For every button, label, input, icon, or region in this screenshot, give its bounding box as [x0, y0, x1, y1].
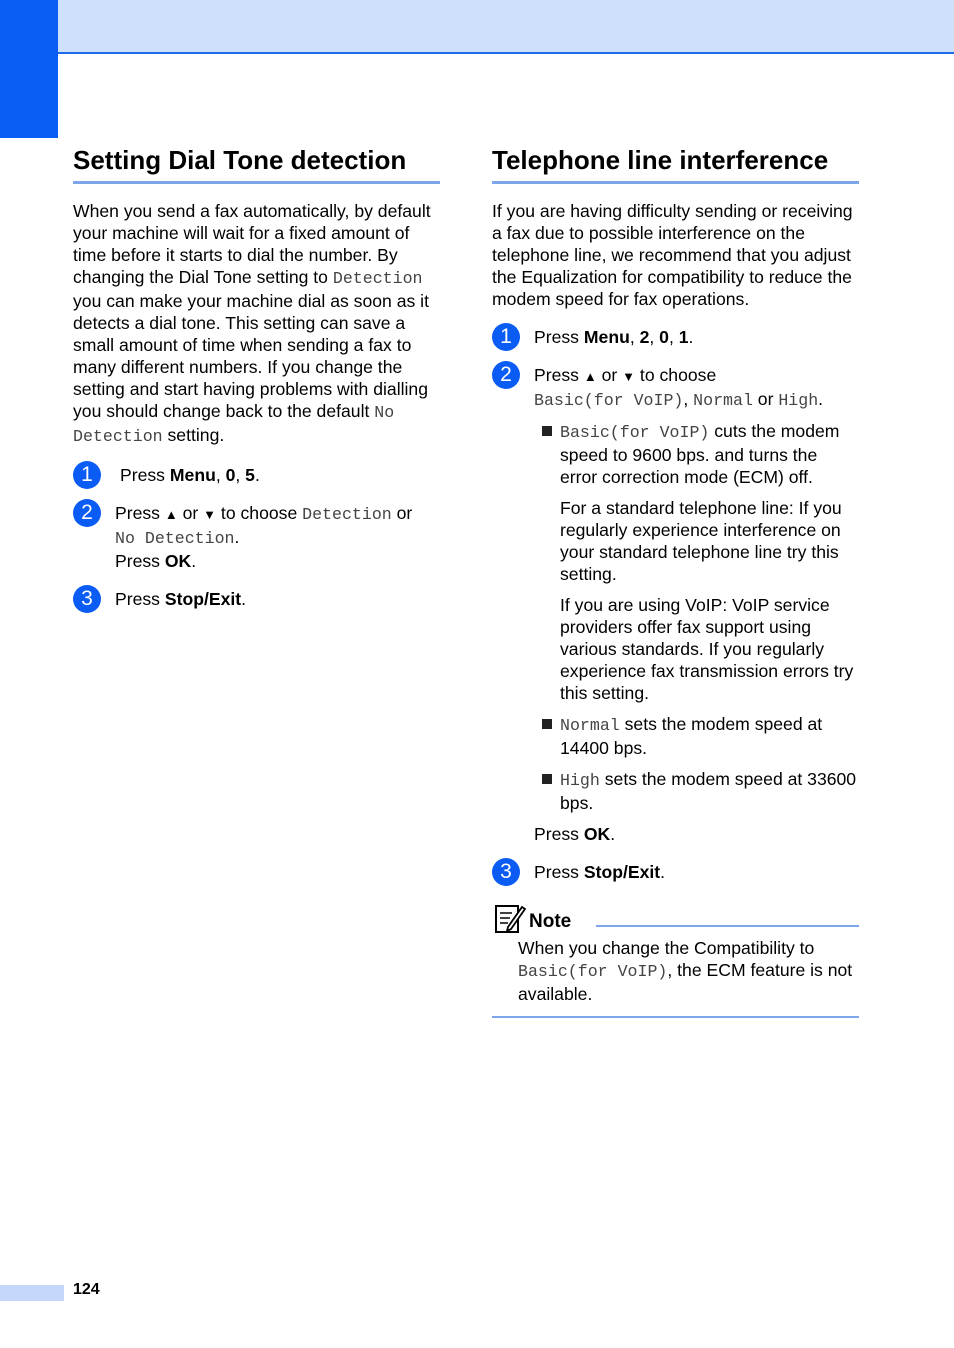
step-3 — [492, 861, 859, 883]
menu-option: No Detection — [115, 529, 235, 548]
menu-option: Detection — [332, 269, 423, 288]
menu-option: Normal — [693, 391, 753, 410]
option-text: sets the modem speed at 14400 bps. — [560, 714, 823, 758]
option-note: For a standard telephone line: If you regularly experience interference on your standard telephone line try this setting. — [560, 498, 842, 584]
dial-tone-intro — [73, 200, 440, 448]
up-arrow-icon: ▲ — [164, 507, 178, 522]
up-arrow-icon: ▲ — [583, 369, 597, 384]
separator: . — [818, 389, 824, 409]
footer-band — [0, 1285, 64, 1301]
section-heading-line-interference: Telephone line interference — [492, 142, 859, 184]
separator: . — [688, 327, 694, 347]
step-1 — [492, 326, 859, 348]
section-heading-dial-tone: Setting Dial Tone detection — [73, 142, 440, 184]
list-item — [534, 420, 859, 704]
bullet-square-icon — [542, 426, 552, 436]
separator: . — [234, 527, 240, 547]
key-name: 0 — [659, 327, 669, 347]
step-text: Press — [115, 589, 165, 609]
step-number-icon: 2 — [73, 499, 101, 527]
step-text: Press — [115, 551, 165, 571]
separator: . — [610, 824, 616, 844]
key-name: 1 — [678, 327, 689, 347]
intro-text: you can make your machine dial as soon as it detects a dial tone. This setting can save a small amount of time when sending a fax to many different numbers. If you change the setting and start having problems with dialling you should change back to the default — [73, 291, 429, 421]
key-name: Stop/Exit — [164, 589, 242, 609]
line-interference-intro: If you are having difficulty sending or receiving a fax due to possible interference on the telephone line, we recommend that you adjust the Equalization for compatibility to reduce the modem speed for fax operations. — [492, 201, 853, 309]
separator: , — [215, 465, 226, 485]
step-text: Press — [534, 824, 584, 844]
step-number-icon: 1 — [73, 461, 101, 489]
separator: . — [241, 589, 247, 609]
menu-option: High — [560, 771, 600, 790]
menu-option: Normal — [560, 716, 620, 735]
key-name: OK — [583, 824, 611, 844]
step-text: or — [752, 389, 779, 409]
step-number-icon: 1 — [492, 323, 520, 351]
menu-option: No Detection — [73, 403, 395, 446]
separator: , — [683, 389, 694, 409]
step-number-icon: 3 — [73, 585, 101, 613]
option-note: If you are using VoIP: VoIP service providers offer fax support using various standards. If you regularly experience fax transmission errors try this setting. — [560, 595, 854, 703]
key-name: Menu — [583, 327, 630, 347]
bullet-square-icon — [542, 719, 552, 729]
menu-option: Basic(for VoIP) — [560, 423, 710, 442]
option-description — [560, 713, 859, 759]
separator: , — [235, 465, 246, 485]
page-number: 124 — [73, 1281, 100, 1298]
intro-text: setting. — [162, 425, 225, 445]
note-text-part: When you change the Compatibility to — [518, 938, 815, 958]
note-header — [492, 903, 859, 937]
menu-option: Basic(for VoIP) — [518, 962, 668, 981]
list-item — [534, 713, 859, 759]
key-name: 2 — [639, 327, 650, 347]
down-arrow-icon: ▼ — [622, 369, 636, 384]
separator: . — [191, 551, 197, 571]
option-description — [560, 768, 859, 814]
press-ok-line — [534, 823, 859, 845]
menu-option: Basic(for VoIP) — [534, 391, 684, 410]
step-text: to choose — [216, 503, 303, 523]
step-text: or — [177, 503, 204, 523]
separator: , — [668, 327, 679, 347]
step-text: Press — [534, 862, 584, 882]
right-column — [492, 142, 859, 1018]
key-name: Menu — [169, 465, 216, 485]
chapter-tab — [0, 0, 58, 138]
step-text: Press — [115, 503, 165, 523]
menu-option: High — [778, 391, 819, 410]
step-1 — [73, 464, 440, 486]
left-column — [73, 142, 440, 610]
separator: . — [254, 465, 260, 485]
separator: , — [649, 327, 660, 347]
key-name: Stop/Exit — [583, 862, 661, 882]
step-text: to choose — [635, 365, 717, 385]
step-text: or — [391, 503, 413, 523]
option-description — [560, 420, 859, 488]
compatibility-options-list — [534, 420, 859, 814]
down-arrow-icon: ▼ — [203, 507, 217, 522]
step-number-icon: 2 — [492, 361, 520, 389]
option-text: sets the modem speed at 33600 bps. — [560, 769, 857, 813]
option-text: cuts the modem speed to 9600 bps. and turns the error correction mode (ECM) off. — [560, 421, 840, 487]
step-text: Press — [534, 365, 584, 385]
key-name: OK — [164, 551, 192, 571]
note-box — [492, 903, 859, 1018]
step-2 — [492, 364, 859, 845]
step-number-icon: 3 — [492, 858, 520, 886]
note-divider — [596, 925, 859, 927]
separator: . — [660, 862, 666, 882]
note-pencil-icon — [494, 903, 526, 935]
key-name: 5 — [245, 465, 255, 485]
note-label: Note — [529, 911, 572, 932]
menu-option: Detection — [302, 505, 392, 524]
step-2 — [73, 502, 440, 572]
list-item — [534, 768, 859, 814]
separator: , — [629, 327, 640, 347]
bullet-square-icon — [542, 774, 552, 784]
step-text: or — [596, 365, 623, 385]
note-text — [518, 937, 859, 1005]
note-text-part: , the ECM feature is not available. — [518, 960, 853, 1004]
step-text: Press — [534, 327, 584, 347]
key-name: 0 — [225, 465, 236, 485]
step-3 — [73, 588, 440, 610]
header-band — [0, 0, 954, 54]
step-text: Press — [120, 465, 170, 485]
intro-text: When you send a fax automatically, by default your machine will wait for a fixed amount of time before it starts to dial the number. By changing the Dial Tone setting to — [73, 201, 431, 287]
